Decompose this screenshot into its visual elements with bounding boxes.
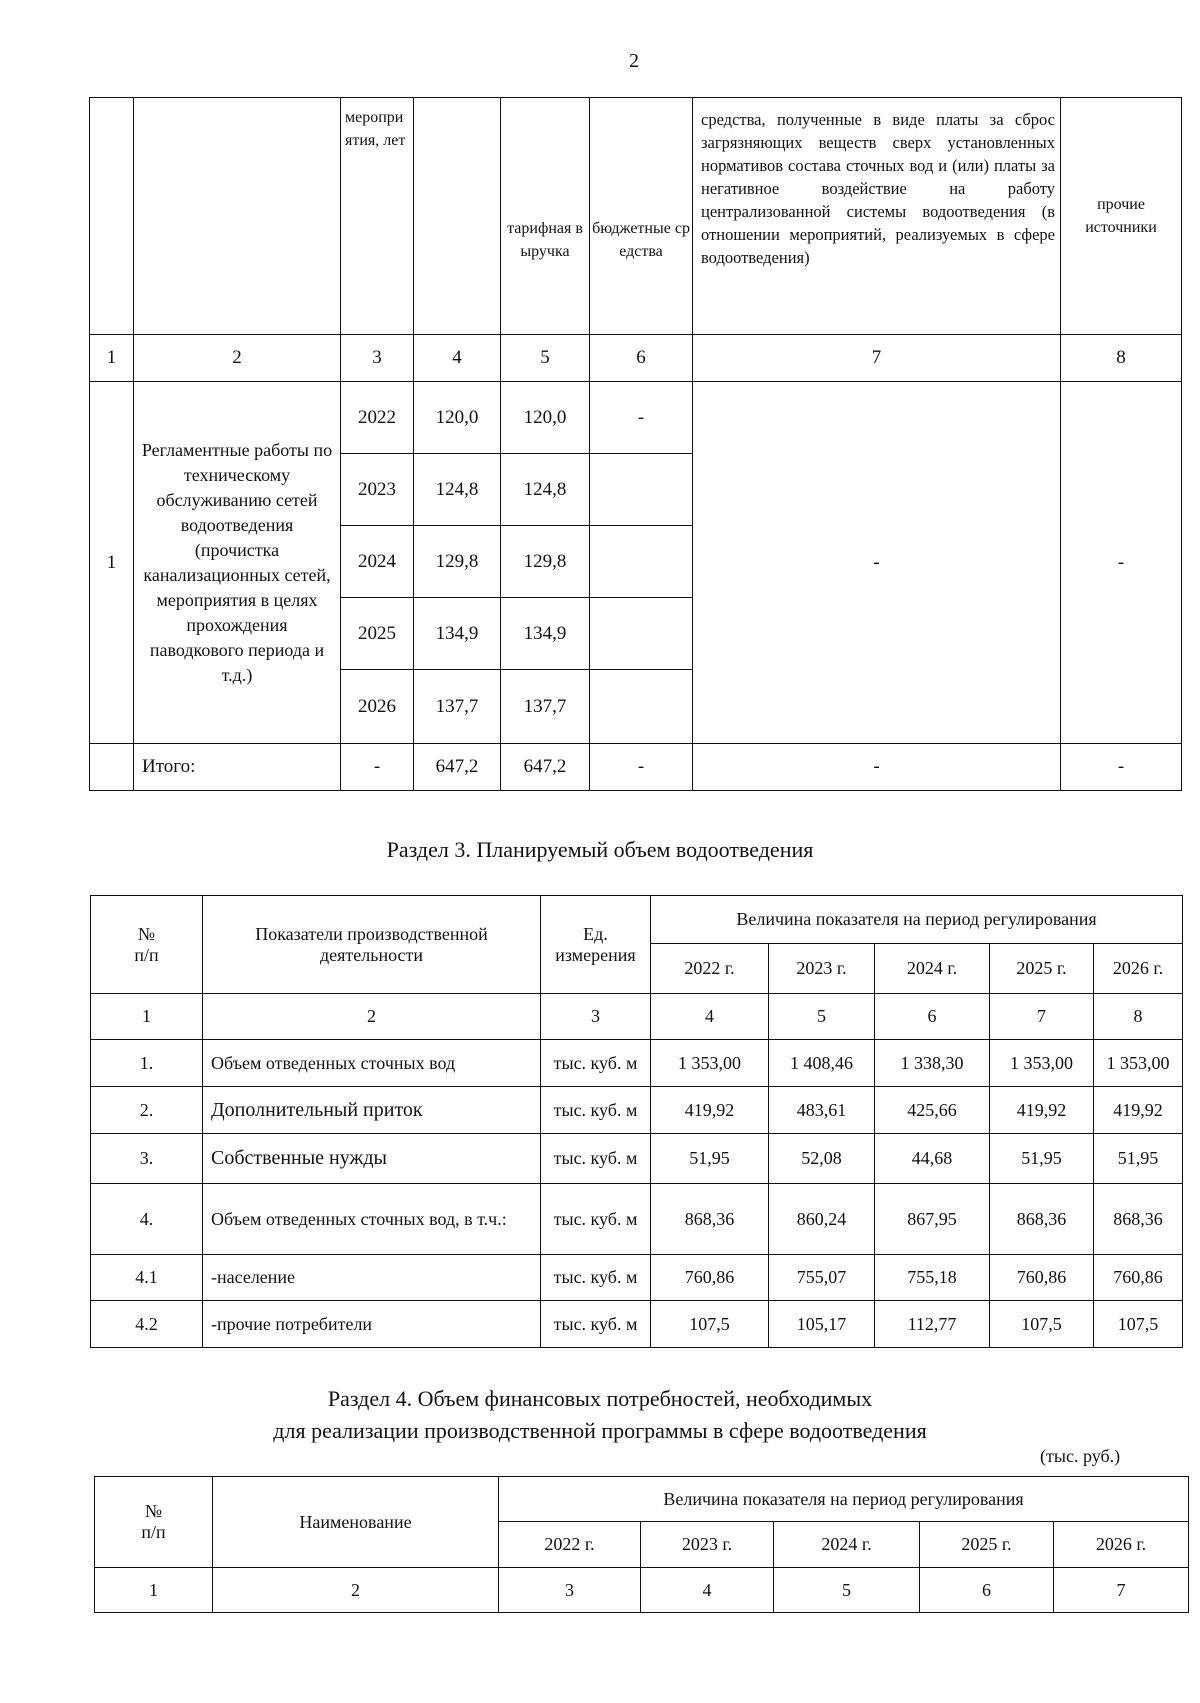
finance-header-row xyxy=(95,1477,1189,1522)
row-value: 419,92 xyxy=(990,1087,1094,1134)
col-num: 4 xyxy=(651,994,769,1040)
tariff-cell: 134,9 xyxy=(501,598,590,670)
year-header: 2023 г. xyxy=(769,944,875,994)
header-name: Наименование xyxy=(213,1477,499,1568)
fees-line: негативное воздействие на работу xyxy=(701,179,1055,198)
col-num: 8 xyxy=(1094,994,1183,1040)
row-value: 425,66 xyxy=(875,1087,990,1134)
total-num-cell xyxy=(90,744,134,791)
year-header: 2026 г. xyxy=(1054,1522,1189,1568)
col-num: 3 xyxy=(541,994,651,1040)
header-cell-tariff: тарифная выручка xyxy=(501,98,590,335)
header-cell-other: прочие источники xyxy=(1061,98,1182,335)
budget-cell: - xyxy=(590,382,693,454)
column-numbers-row xyxy=(90,335,1182,382)
year-header: 2024 г. xyxy=(875,944,990,994)
row-unit: тыс. куб. м xyxy=(541,1255,651,1301)
budget-cell xyxy=(590,526,693,598)
row-value: 51,95 xyxy=(1094,1134,1183,1184)
row-value: 868,36 xyxy=(1094,1184,1183,1255)
col-num: 1 xyxy=(95,1568,213,1613)
total-label: Итого: xyxy=(134,744,341,791)
row-value: 44,68 xyxy=(875,1134,990,1184)
fees-line: средства, полученные в виде платы за xyxy=(701,110,1004,129)
col-num: 3 xyxy=(499,1568,641,1613)
col-num: 7 xyxy=(990,994,1094,1040)
col-num: 6 xyxy=(920,1568,1054,1613)
table-row xyxy=(91,1255,1183,1301)
fees-line: водоотведения (в отношении xyxy=(701,202,1055,244)
year-cell: 2025 xyxy=(341,598,414,670)
column-numbers-row xyxy=(95,1568,1189,1613)
tariff-cell: 129,8 xyxy=(501,526,590,598)
year-header: 2022 г. xyxy=(499,1522,641,1568)
row-unit: тыс. куб. м xyxy=(541,1040,651,1087)
fees-line: водоотведения) xyxy=(701,248,810,267)
row-value: 51,95 xyxy=(651,1134,769,1184)
row-num: 4.1 xyxy=(91,1255,203,1301)
header-period: Величина показателя на период регулирования xyxy=(651,896,1183,944)
year-cell: 2026 xyxy=(341,670,414,744)
header-num: № п/п xyxy=(91,896,203,994)
col-num: 6 xyxy=(590,335,693,382)
header-cell-fees xyxy=(693,98,1061,335)
col-num: 5 xyxy=(769,994,875,1040)
row-value: 112,77 xyxy=(875,1301,990,1348)
header-num: № п/п xyxy=(95,1477,213,1568)
finance-table xyxy=(94,1476,1189,1613)
row-num: 2. xyxy=(91,1087,203,1134)
volume-table xyxy=(90,895,1183,1348)
row-value: 105,17 xyxy=(769,1301,875,1348)
total-row xyxy=(90,744,1182,791)
row-name: Объем отведенных сточных вод, в т.ч.: xyxy=(203,1184,541,1255)
row-unit: тыс. куб. м xyxy=(541,1184,651,1255)
row-value: 52,08 xyxy=(769,1134,875,1184)
header-cell-name xyxy=(134,98,341,335)
fees-merged-cell: - xyxy=(693,382,1061,744)
row-value: 868,36 xyxy=(990,1184,1094,1255)
row-num: 4.2 xyxy=(91,1301,203,1348)
col-num: 4 xyxy=(641,1568,774,1613)
col-num: 3 xyxy=(341,335,414,382)
col-num: 1 xyxy=(90,335,134,382)
col-num: 5 xyxy=(501,335,590,382)
total-c8: - xyxy=(1061,744,1182,791)
fees-line: сточных вод и (или) платы за xyxy=(845,156,1056,175)
col-num: 5 xyxy=(774,1568,920,1613)
year-header: 2023 г. xyxy=(641,1522,774,1568)
total-c5: 647,2 xyxy=(501,744,590,791)
year-header: 2025 г. xyxy=(990,944,1094,994)
col-num: 2 xyxy=(203,994,541,1040)
header-cell-num xyxy=(90,98,134,335)
row-value: 760,86 xyxy=(990,1255,1094,1301)
fees-line: централизованной системы xyxy=(701,202,907,221)
table-row xyxy=(91,1184,1183,1255)
other-merged-cell: - xyxy=(1061,382,1182,744)
budget-cell xyxy=(590,670,693,744)
item-name: Регламентные работы по техническому обслуживанию сетей водоотведения (прочистка канализационных сетей, мероприятия в целях прохождения паводкового периода и т.д.) xyxy=(134,382,341,744)
tariff-cell: 124,8 xyxy=(501,454,590,526)
row-name: Объем отведенных сточных вод xyxy=(203,1040,541,1087)
budget-cell xyxy=(590,454,693,526)
row-value: 755,18 xyxy=(875,1255,990,1301)
total-c6: - xyxy=(590,744,693,791)
fees-line: мероприятий, реализуемых в сфере xyxy=(789,225,1055,244)
page-number: 2 xyxy=(629,50,639,72)
row-value: 51,95 xyxy=(990,1134,1094,1184)
row-value: 868,36 xyxy=(651,1184,769,1255)
section4-title-line2: для реализации производственной программы в сфере водоотведения xyxy=(273,1418,927,1443)
measures-header-row xyxy=(90,98,1182,335)
header-cell-budget: бюджетные средства xyxy=(590,98,693,335)
header-indicator: Показатели производственной деятельности xyxy=(203,896,541,994)
row-value: 860,24 xyxy=(769,1184,875,1255)
total-cell: 120,0 xyxy=(414,382,501,454)
row-value: 760,86 xyxy=(651,1255,769,1301)
row-name: -население xyxy=(203,1255,541,1301)
row-value: 1 353,00 xyxy=(651,1040,769,1087)
col-num: 7 xyxy=(693,335,1061,382)
col-num: 7 xyxy=(1054,1568,1189,1613)
row-value: 867,95 xyxy=(875,1184,990,1255)
year-header: 2026 г. xyxy=(1094,944,1183,994)
total-c4: 647,2 xyxy=(414,744,501,791)
total-cell: 129,8 xyxy=(414,526,501,598)
row-name: Собственные нужды xyxy=(203,1134,541,1184)
section3-title: Раздел 3. Планируемый объем водоотведения xyxy=(386,837,814,862)
measures-table xyxy=(89,97,1182,791)
total-c3: - xyxy=(341,744,414,791)
tariff-cell: 137,7 xyxy=(501,670,590,744)
header-cell-duration: мероприятия, лет xyxy=(341,98,414,335)
year-header: 2022 г. xyxy=(651,944,769,994)
tariff-cell: 120,0 xyxy=(501,382,590,454)
header-cell-total xyxy=(414,98,501,335)
row-value: 107,5 xyxy=(990,1301,1094,1348)
year-cell: 2022 xyxy=(341,382,414,454)
row-value: 419,92 xyxy=(651,1087,769,1134)
total-cell: 134,9 xyxy=(414,598,501,670)
row-value: 107,5 xyxy=(1094,1301,1183,1348)
row-value: 1 408,46 xyxy=(769,1040,875,1087)
col-num: 2 xyxy=(213,1568,499,1613)
row-name: Дополнительный приток xyxy=(203,1087,541,1134)
table-row xyxy=(91,1301,1183,1348)
total-cell: 124,8 xyxy=(414,454,501,526)
budget-cell xyxy=(590,598,693,670)
row-value: 1 338,30 xyxy=(875,1040,990,1087)
year-header: 2024 г. xyxy=(774,1522,920,1568)
col-num: 1 xyxy=(91,994,203,1040)
column-numbers-row xyxy=(91,994,1183,1040)
fees-line: установленных нормативов состава xyxy=(701,133,1056,175)
row-value: 483,61 xyxy=(769,1087,875,1134)
header-period: Величина показателя на период регулирования xyxy=(499,1477,1189,1522)
fees-line: сброс загрязняющих веществ сверх xyxy=(701,110,1055,152)
total-c7: - xyxy=(693,744,1061,791)
section4-title-line1: Раздел 4. Объем финансовых потребностей, необходимых xyxy=(327,1386,873,1411)
unit-note: (тыс. руб.) xyxy=(1040,1446,1121,1466)
total-cell: 137,7 xyxy=(414,670,501,744)
row-unit: тыс. куб. м xyxy=(541,1301,651,1348)
row-value: 107,5 xyxy=(651,1301,769,1348)
year-cell: 2023 xyxy=(341,454,414,526)
col-num: 8 xyxy=(1061,335,1182,382)
header-unit: Ед. измерения xyxy=(541,896,651,994)
row-num: 3. xyxy=(91,1134,203,1184)
row-value: 1 353,00 xyxy=(990,1040,1094,1087)
row-unit: тыс. куб. м xyxy=(541,1087,651,1134)
row-value: 419,92 xyxy=(1094,1087,1183,1134)
row-value: 760,86 xyxy=(1094,1255,1183,1301)
row-unit: тыс. куб. м xyxy=(541,1134,651,1184)
year-header: 2025 г. xyxy=(920,1522,1054,1568)
row-num: 1. xyxy=(91,1040,203,1087)
col-num: 2 xyxy=(134,335,341,382)
col-num: 6 xyxy=(875,994,990,1040)
row-value: 755,07 xyxy=(769,1255,875,1301)
col-num: 4 xyxy=(414,335,501,382)
volume-header-row xyxy=(91,896,1183,944)
row-name: -прочие потребители xyxy=(203,1301,541,1348)
table-row xyxy=(91,1134,1183,1184)
table-row xyxy=(91,1087,1183,1134)
table-row xyxy=(91,1040,1183,1087)
row-value: 1 353,00 xyxy=(1094,1040,1183,1087)
table-row xyxy=(90,382,1182,454)
item-number: 1 xyxy=(90,382,134,744)
row-num: 4. xyxy=(91,1184,203,1255)
year-cell: 2024 xyxy=(341,526,414,598)
